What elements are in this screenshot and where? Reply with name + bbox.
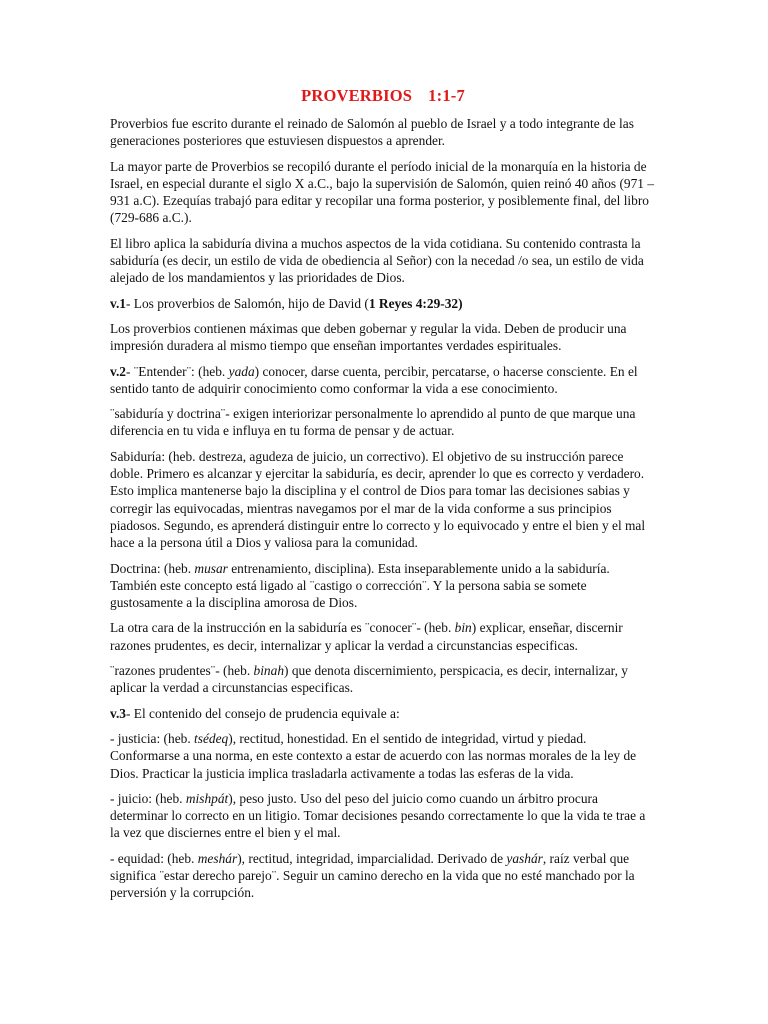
- hebrew-term: mishpát: [185, 790, 229, 806]
- paragraph-prudent-reasons: [110, 662, 656, 697]
- paragraph-text: - justicia: (heb.: [110, 730, 195, 746]
- paragraph-proverbs: Los proverbios contienen máximas que deben gobernar y regular la vida. Deben de producir una impresión duradera al mismo tiempo que enseñan importantes verdades espirituales.: [110, 320, 627, 354]
- hebrew-term: musar: [194, 560, 228, 576]
- paragraph-text: entrenamiento, disciplina). Esta inseparablemente unido a la sabiduría. También este concepto está ligado al ¨castigo o corrección¨. Y la persona sabia se somete gustosamente a la disciplina amorosa de Dios.: [110, 560, 610, 611]
- hebrew-term: meshár: [197, 850, 238, 866]
- paragraph-history: La mayor parte de Proverbios se recopiló durante el período inicial de la monarquía en la historia de Israel, en especial durante el siglo X a.C., bajo la supervisión de Salomón, quien reinó 40 años (971 – 931 a.C). Ezequías trabajó para editar y recopilar una forma posterior, y posiblemente final, del libro (729-686 a.C.).: [110, 158, 655, 226]
- paragraph-verse-3: [110, 705, 656, 722]
- paragraph-text: ), peso justo. Uso del peso del juicio como cuando un árbitro procura determinar lo correcto en un litigio. Tomar decisiones pesando correctamente lo que la vida te trae a la vez que disciernes entre el bien y el mal.: [110, 790, 646, 841]
- hebrew-term: yashár: [506, 850, 543, 866]
- page-title: [110, 86, 656, 106]
- paragraph-text: - juicio: (heb.: [110, 790, 186, 806]
- verse-label: v.3: [110, 705, 126, 721]
- paragraph-text: - equidad: (heb.: [110, 850, 198, 866]
- paragraph-justice: [110, 730, 656, 782]
- paragraph-text: ), rectitud, integridad, imparcialidad. Derivado de: [237, 850, 507, 866]
- document-page: [110, 86, 656, 910]
- verse-label: v.2: [110, 363, 126, 379]
- verse-text: - ¨Entender¨: (heb.: [126, 363, 229, 379]
- paragraph-text: ), rectitud, honestidad. En el sentido de integridad, virtud y piedad. Conformarse a una norma, en este contexto a estar de acuerdo con las normas morales de la ley de Dios. Practicar la justicia implica trasladarla activamente a todas las esferas de la vida.: [110, 730, 637, 781]
- verse-text: ) conocer, darse cuenta, percibir, percatarse, o hacerse consciente. En el sentido tanto de adquirir conocimiento como conformar la vida a ese conocimiento.: [110, 363, 638, 396]
- verse-reference: 1 Reyes 4:29-32): [368, 295, 463, 311]
- title-reference: 1:1-7: [428, 86, 465, 105]
- paragraph-text: Doctrina: (heb.: [110, 560, 195, 576]
- paragraph-judgment: [110, 790, 656, 842]
- hebrew-term: tsédeq: [194, 730, 229, 746]
- hebrew-term: yada: [228, 363, 255, 379]
- paragraph-intro: Proverbios fue escrito durante el reinado de Salomón al pueblo de Israel y a todo integrante de las generaciones posteriores que estuviesen dispuestos a aprender.: [110, 116, 634, 149]
- verse-label: v.1: [110, 295, 126, 311]
- paragraph-verse-1: [110, 295, 656, 312]
- paragraph-application: El libro aplica la sabiduría divina a muchos aspectos de la vida cotidiana. Su contenido contrasta la sabiduría (es decir, un estilo de vida de obediencia al Señor) con la necedad /o sea, un estilo de vida alejado de los mandamientos y las prioridades de Dios.: [110, 235, 644, 286]
- paragraph-text: La otra cara de la instrucción en la sabiduría es ¨conocer¨- (heb.: [110, 620, 455, 636]
- verse-text: - Los proverbios de Salomón, hijo de David (: [126, 295, 369, 311]
- paragraph-text: ) explicar, enseñar, discernir razones prudentes, es decir, internalizar y aplicar la verdad a circunstancias especificas.: [110, 620, 623, 653]
- paragraph-equity: [110, 850, 656, 902]
- paragraph-wisdom-doctrine: ¨sabiduría y doctrina¨- exigen interiorizar personalmente lo aprendido al punto de que marque una diferencia en tu vida e influya en tu forma de pensar y de actuar.: [110, 406, 636, 439]
- hebrew-term: binah: [253, 663, 285, 679]
- title-book: PROVERBIOS: [301, 86, 413, 105]
- verse-text: - El contenido del consejo de prudencia equivale a:: [126, 705, 400, 721]
- paragraph-verse-2: [110, 363, 656, 398]
- paragraph-text: ¨razones prudentes¨- (heb.: [110, 663, 254, 679]
- paragraph-doctrine: [110, 560, 656, 612]
- paragraph-text: , raíz verbal que significa ¨estar derecho parejo¨. Seguir un camino derecho en la vida que no esté manchado por la perversión y la corrupción.: [110, 850, 635, 901]
- paragraph-wisdom: Sabiduría: (heb. destreza, agudeza de juicio, un correctivo). El objetivo de su instrucción parece doble. Primero es alcanzar y ejercitar la sabiduría, es decir, aprender lo que es correcto y verdadero. Esto implica mantenerse bajo la disciplina y el control de Dios para tomar las decisiones sabias y corregir las equivocadas, mientras navegamos por el mar de la vida conforme a sus principios piadosos. Segundo, es aprenderá distinguir entre lo correcto y lo equivocado y entre el bien y el mal hace a la persona útil a Dios y valiosa para la comunidad.: [110, 448, 646, 551]
- paragraph-know: [110, 619, 656, 654]
- hebrew-term: bin: [454, 620, 472, 636]
- paragraph-text: ) que denota discernimiento, perspicacia, es decir, internalizar, y aplicar la verdad a circunstancias especificas.: [110, 663, 628, 696]
